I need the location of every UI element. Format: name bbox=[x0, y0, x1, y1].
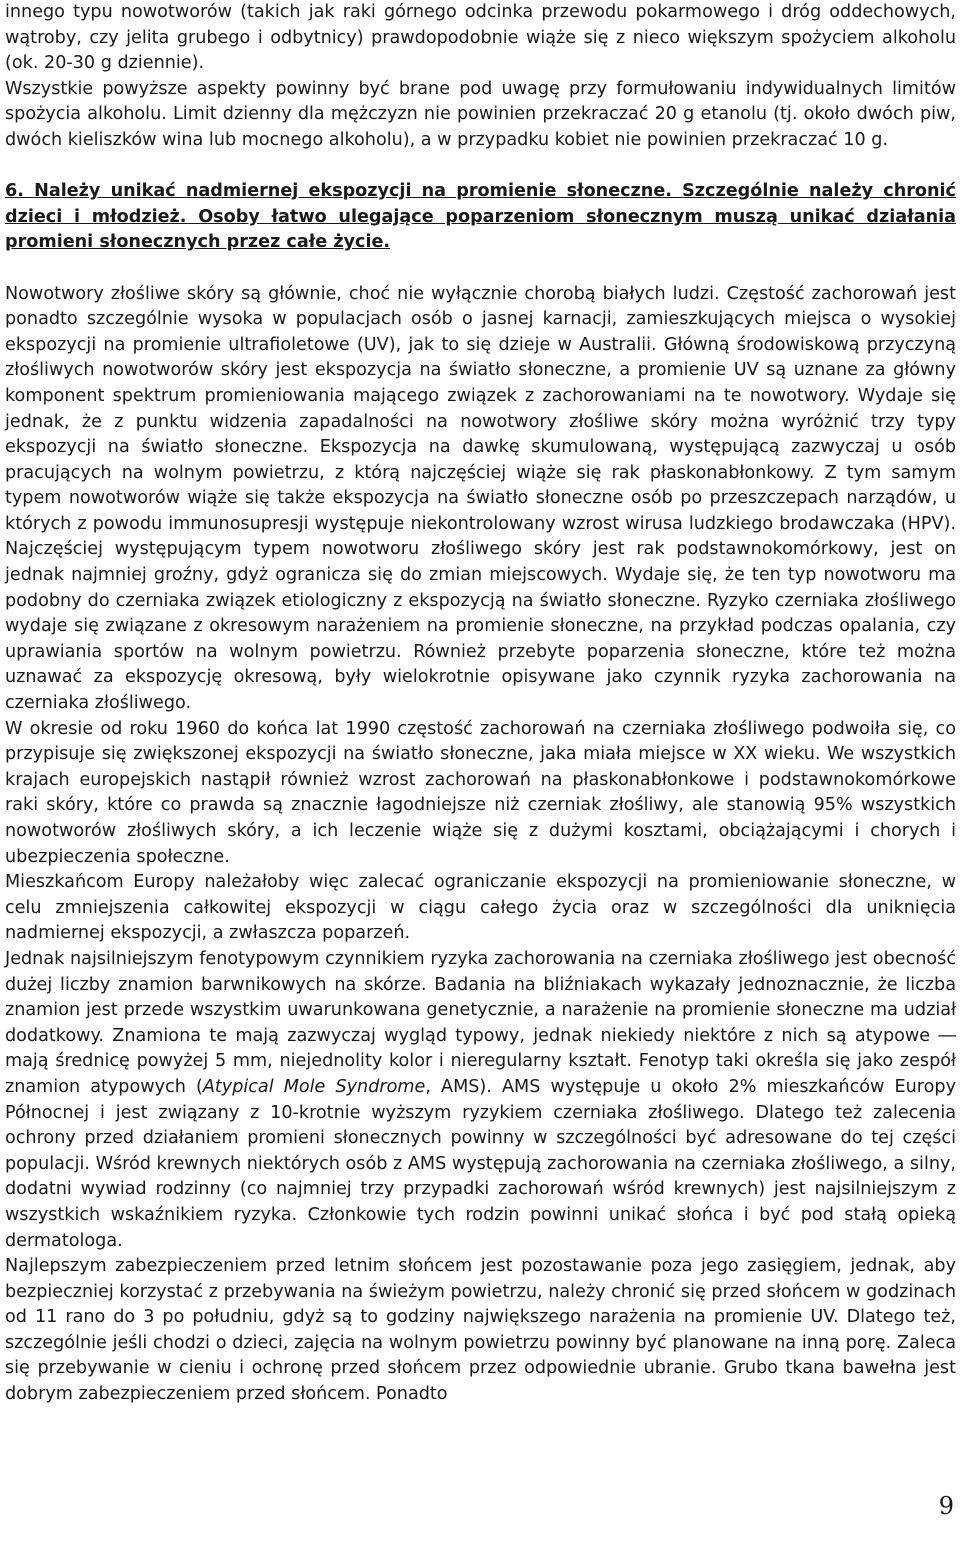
nevi-text-end: , AMS). AMS występuje u około 2% mieszkańców Europy Północnej i jest związany z 10-krotnie wyższym ryzykiem czerniaka złośliwego. Dlatego też zalecenia ochrony przed działaniem promieni słonecznych powinny w szczególności być adresowane do tej części populacji. Wśród krewnych niektórych osób z AMS występują zachorowania na czerniaka złośliwego, a silny, dodatni wywiad rodzinny (co najmniej trzy przypadki zachorowań wśród krewnych) jest najsilniejszym z wszystkich wskaźnikiem ryzyka. Członkowie tych rodzin powinni unikać słońca i być pod stałą opieką dermatologa. bbox=[5, 1076, 956, 1251]
paragraph-skin-cancer: Nowotwory złośliwe skóry są głównie, choć nie wyłącznie chorobą białych ludzi. Częstość zachorowań jest ponadto szczególnie wysoka w populacjach osób o jasnej karnacji, zamieszkujących miejsca o wysokiej ekspozycji na promienie ultrafioletowe (UV), jak to się dzieje w Australii. Główną środowiskową przyczyną złośliwych nowotworów skóry jest ekspozycja na światło słoneczne, a promienie UV są uznane za główny komponent spektrum promieniowania mającego związek z zachorowaniami na te nowotwory. Wydaje się jednak, że z punktu widzenia zapadalności na nowotwory złośliwe skóry można wyróżnić trzy typy ekspozycji na światło słoneczne. Ekspozycja na dawkę skumulowaną, występującą zazwyczaj u osób pracujących na wolnym powietrzu, z którą najczęściej wiąże się rak płaskonabłonkowy. Z tym samym typem nowotworów wiąże się także ekspozycja na światło słoneczne osób po przeszczepach narządów, u których z powodu immunosupresji występuje niekontrolowany wzrost wirusa ludzkiego brodawczaka (HPV). Najczęściej występującym typem nowotworu złośliwego skóry jest rak podstawnokomórkowy, jest on jednak najmniej groźny, gdyż ogranicza się do zmian miejscowych. Wydaje się, że ten typ nowotworu ma podobny do czerniaka związek etiologiczny z ekspozycją na światło słoneczne. Ryzyko czerniaka złośliwego wydaje się związane z okresowym narażeniem na promienie słoneczne, na przykład podczas opalania, czy uprawiania sportów na wolnym powietrzu. Również przebyte poparzenia słoneczne, które też można uznawać za ekspozycję okresową, były wielokrotnie opisywane jako czynnik ryzyka zachorowania na czerniaka złośliwego. bbox=[5, 283, 956, 714]
spacer bbox=[5, 256, 956, 282]
document-page bbox=[5, 0, 956, 1408]
recommendation-6-heading: 6. Należy unikać nadmiernej ekspozycji na promienie słoneczne. Szczególnie należy chronić dzieci i młodzież. Osoby łatwo ulegające poparzeniom słonecznym muszą unikać działania promieni słonecznych przez całe życie. bbox=[5, 181, 956, 253]
page-number: 9 bbox=[938, 1492, 954, 1520]
paragraph-alcohol-intro: innego typu nowotworów (takich jak raki górnego odcinka przewodu pokarmowego i dróg oddechowych, wątroby, czy jelita grubego i odbytnicy) prawdopodobnie wiąże się z nieco większym spożyciem alkoholu (ok. 20-30 g dziennie). bbox=[5, 2, 956, 74]
paragraph-melanoma-trend: W okresie od roku 1960 do końca lat 1990 częstość zachorowań na czerniaka złośliwego podwoiła się, co przypisuje się zwiększonej ekspozycji na światło słoneczne, jaka miała miejsce w XX wieku. We wszystkich krajach europejskich nastąpił również wzrost zachorowań na płaskonabłonkowe i podstawnokomórkowe raki skóry, które co prawda są znacznie łagodniejsze niż czerniak złośliwy, ale stanowią 95% wszystkich nowotworów złośliwych skóry, a ich leczenie wiąże się z dużymi kosztami, obciążającymi i chorych i ubezpieczenia społeczne. bbox=[5, 718, 956, 867]
paragraph-europe-advice: Mieszkańcom Europy należałoby więc zalecać ograniczanie ekspozycji na promieniowanie słoneczne, w celu zmniejszenia całkowitej ekspozycji w ciągu całego życia oraz w szczególności dla uniknięcia nadmiernej ekspozycji, a zwłaszcza poparzeń. bbox=[5, 872, 956, 944]
paragraph-alcohol-limits: Wszystkie powyższe aspekty powinny być brane pod uwagę przy formułowaniu indywidualnych limitów spożycia alkoholu. Limit dzienny dla mężczyzn nie powinien przekraczać 20 g etanolu (tj. około dwóch piw, dwóch kieliszków wina lub mocnego alkoholu), a w przypadku kobiet nie powinien przekraczać 10 g. bbox=[5, 78, 956, 150]
spacer bbox=[5, 154, 956, 180]
paragraph-nevi-risk bbox=[5, 947, 956, 1254]
ams-term: Atypical Mole Syndrome bbox=[202, 1076, 426, 1097]
paragraph-sun-protection: Najlepszym zabezpieczeniem przed letnim słońcem jest pozostawanie poza jego zasięgiem, jednak, aby bezpieczniej korzystać z przebywania na świeżym powietrzu, należy chronić się przed słońcem w godzinach od 11 rano do 3 po południu, gdyż są to godziny największego narażenia na promienie UV. Dlatego też, szczególnie jeśli chodzi o dzieci, zajęcia na wolnym powietrzu powinny być planowane na inną porę. Zaleca się przebywanie w cieniu i ochronę przed słońcem przez odpowiednie ubranie. Grubo tkana bawełna jest dobrym zabezpieczeniem przed słońcem. Ponadto bbox=[5, 1256, 956, 1405]
nevi-text-start: Jednak najsilniejszym fenotypowym czynnikiem ryzyka zachorowania na czerniaka złośliwego jest obecność dużej liczby znamion barwnikowych na skórze. Badania na bliźniakach wykazały jednoznacznie, że liczba znamion jest przede wszystkim uwarunkowana genetycznie, a narażenie na promienie słoneczne ma udział dodatkowy. Znamiona te mają zazwyczaj wygląd typowy, jednak niekiedy niektóre z nich są atypowe ― mają średnicę powyżej 5 mm, niejednolity kolor i nieregularny kształt. Fenotyp taki określa się jako zespół znamion atypowych ( bbox=[5, 948, 956, 1097]
